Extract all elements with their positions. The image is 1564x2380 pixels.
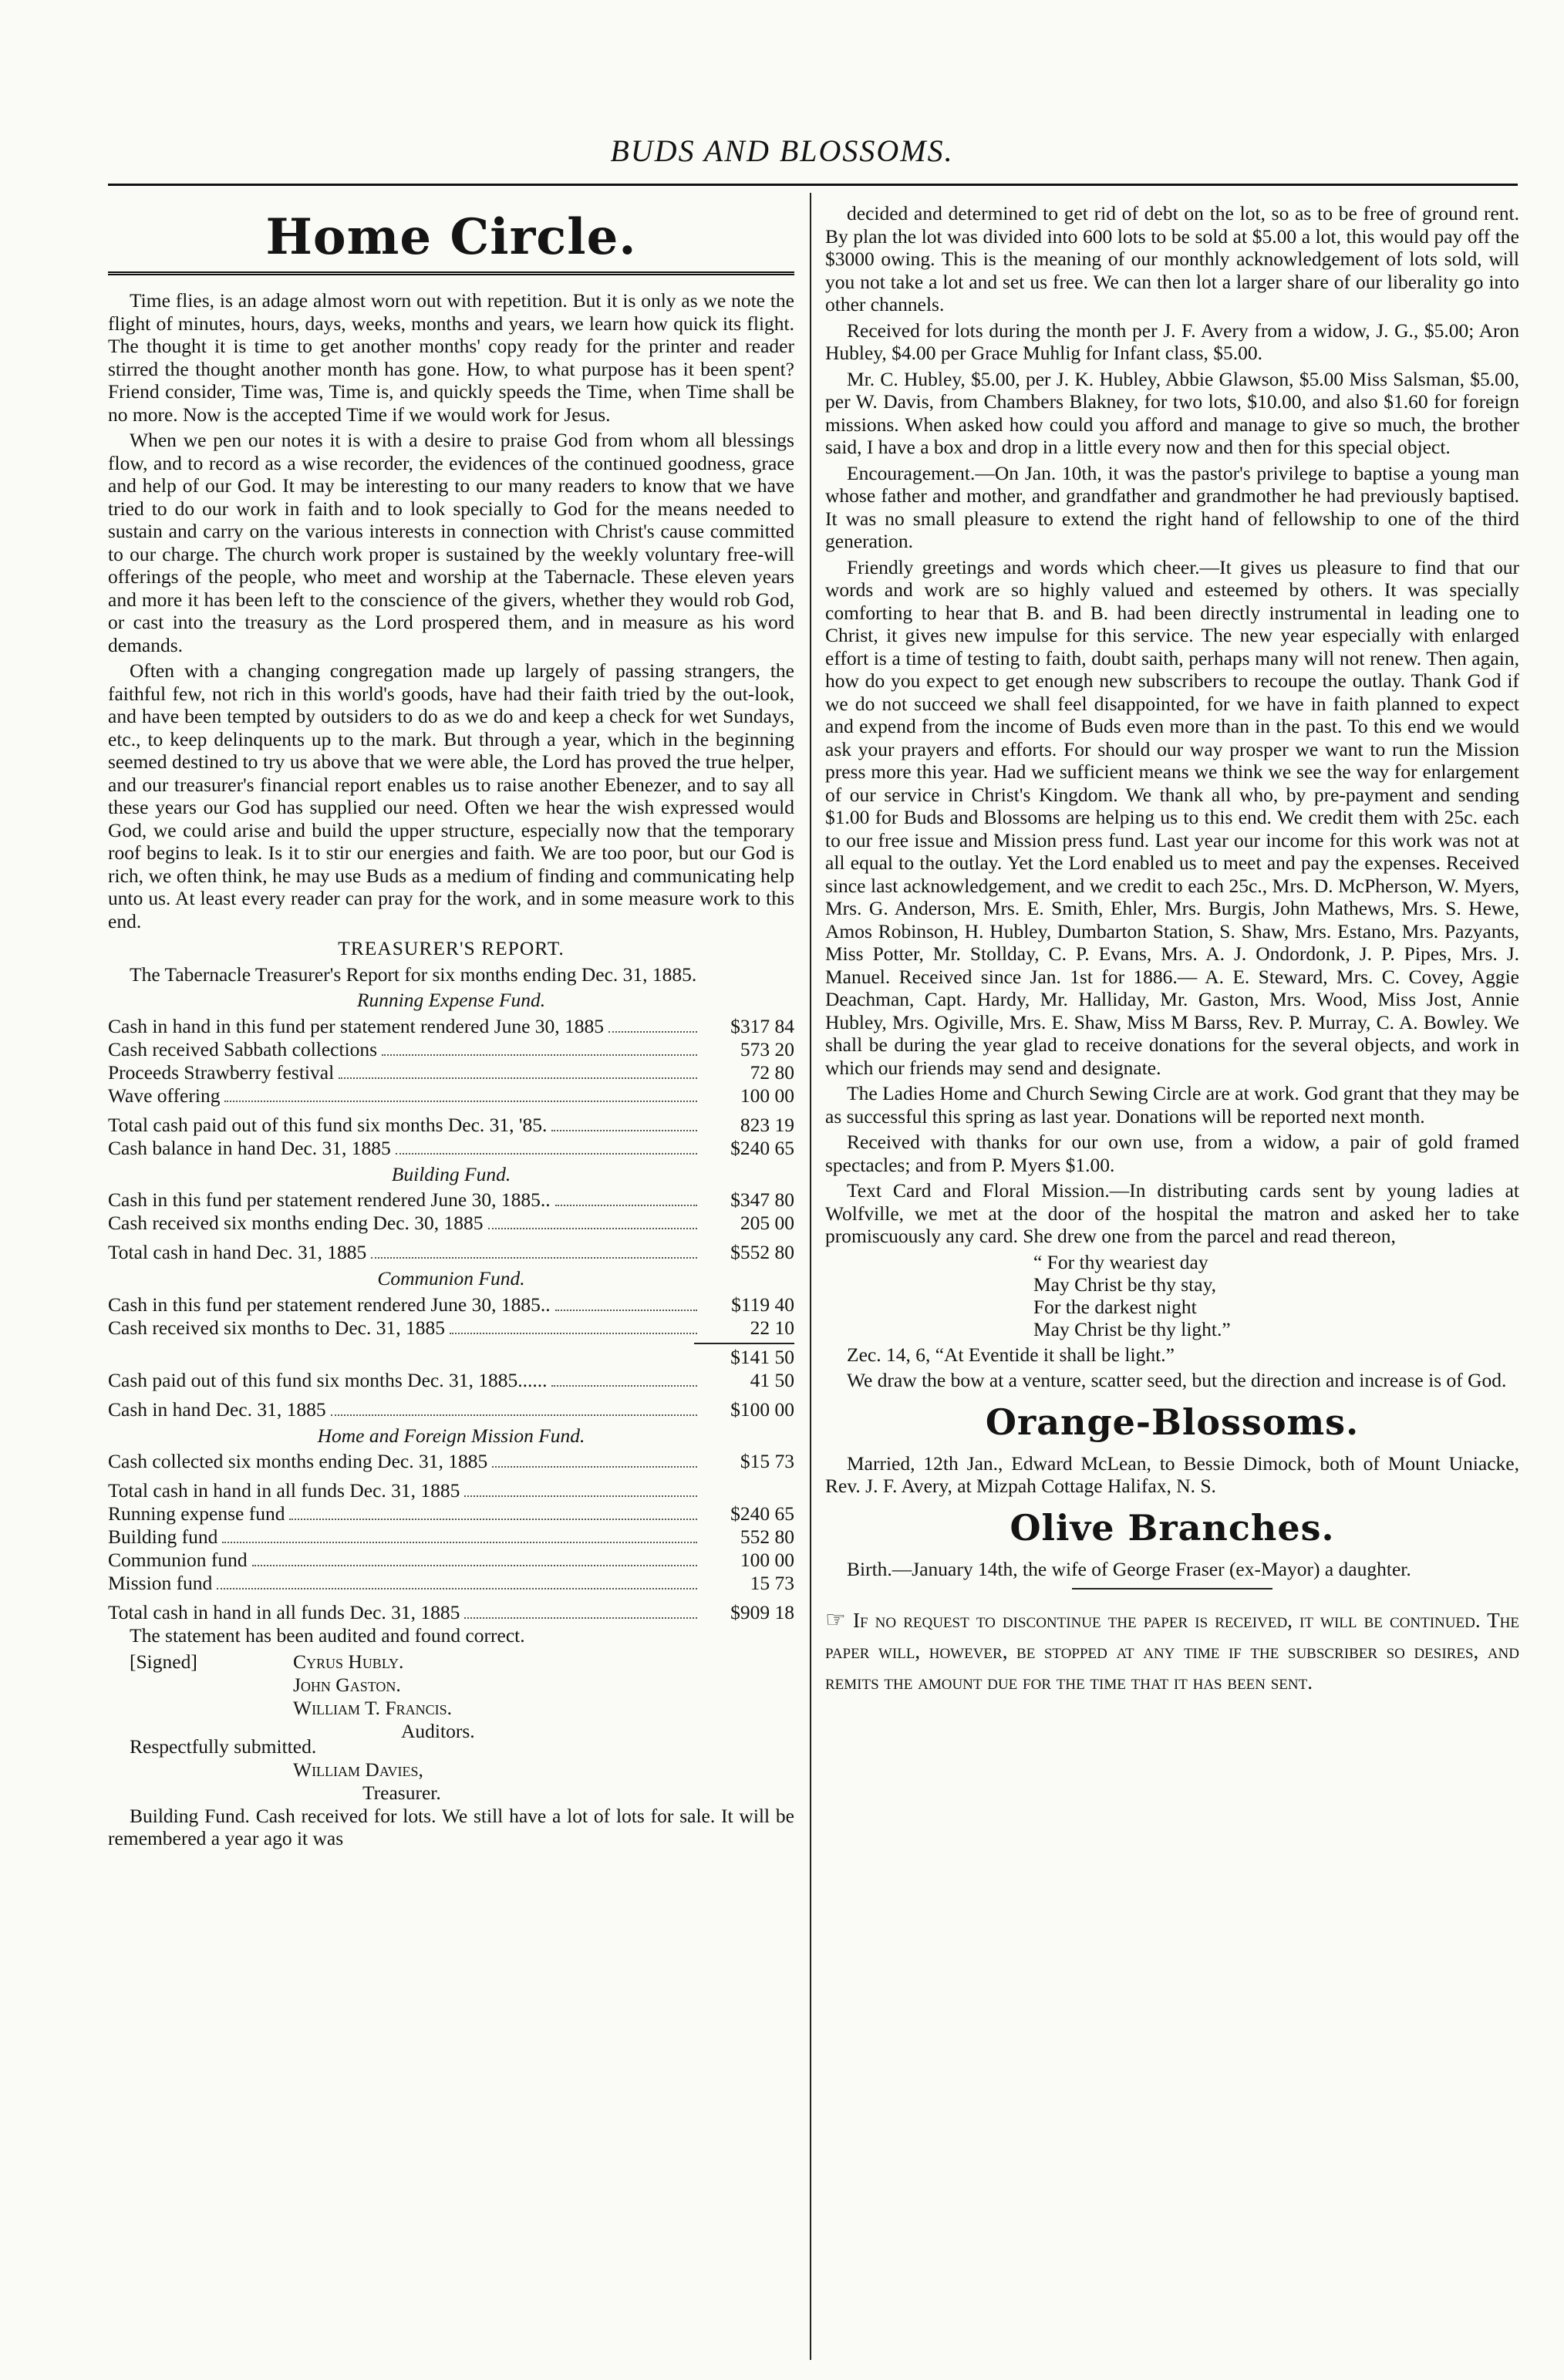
building-fund-paragraph: Building Fund. Cash received for lots. We still have a lot of lots for sale. It will be remembered a year ago it was — [108, 1804, 794, 1849]
orange-blossoms-title: Orange-Blossoms. — [985, 1401, 1360, 1443]
communion-fund-title: Communion Fund. — [377, 1267, 525, 1289]
audited-note: The statement has been audited and found correct. — [130, 1624, 525, 1647]
ledger-row — [108, 1572, 794, 1595]
ledger-amount: 41 50 — [750, 1368, 794, 1391]
ledger-row — [108, 1212, 794, 1235]
paragraph: Time flies, is an adage almost worn out with repetition. But it is only as we note the flight of minutes, hours, days, weeks, months and years, we learn how quick its flight. The thought it is time to get another months' copy ready for the printer and reader stirred the thought another month has gone. How, to what purpose has it been spent? Friend consider, Time was, Time is, and quickly speeds the Time, when Time shall be no more. Now is the accepted Time if we would work for Jesus. — [108, 289, 794, 426]
auditors-label: Auditors. — [401, 1720, 475, 1742]
ledger-amount: $240 65 — [730, 1136, 794, 1159]
ledger-row — [108, 1549, 794, 1572]
header-rule — [108, 184, 1518, 186]
ledger-row — [108, 1346, 794, 1369]
ledger-row — [108, 1369, 794, 1392]
ledger-row — [108, 1188, 794, 1212]
ledger-label: Building fund — [108, 1525, 218, 1548]
ledger-label: Communion fund — [108, 1549, 248, 1571]
ledger-label: Cash in this fund per statement rendered June 30, 1885.. — [108, 1293, 551, 1316]
ledger-label: Total cash paid out of this fund six months Dec. 31, '85. — [108, 1113, 548, 1136]
poem-line: For the darkest night — [1033, 1295, 1197, 1318]
poem-line: May Christ be thy stay, — [1033, 1273, 1217, 1296]
column-divider — [810, 193, 811, 2360]
ledger-label: Total cash in hand in all funds Dec. 31, 1885 — [108, 1479, 460, 1502]
treasurer-label: Treasurer. — [362, 1781, 441, 1804]
ledger-label: Cash received Sabbath collections — [108, 1037, 378, 1060]
birth-notice: Birth.—January 14th, the wife of George Fraser (ex-Mayor) a daughter. — [847, 1557, 1411, 1580]
pointing-hand-icon: ☞ — [825, 1607, 846, 1633]
ledger-row — [108, 1038, 794, 1061]
poem-line: “ For thy weariest day — [1033, 1250, 1208, 1273]
ledger-label: Cash in this fund per statement rendered June 30, 1885.. — [108, 1188, 551, 1211]
ledger-row — [108, 1241, 794, 1264]
ledger-amount: 22 10 — [750, 1316, 794, 1339]
ledger-label: Cash balance in hand Dec. 31, 1885 — [108, 1136, 391, 1159]
treasurer-name: William Davies, — [293, 1758, 423, 1781]
notice-text: If no request to discontinue the paper is received, it will be continued. The paper will, however, be stopped at any time if the subscriber so desires, and remits the amount due for the time that it has been sent. — [825, 1609, 1520, 1694]
ledger-amount: $552 80 — [730, 1241, 794, 1263]
married-notice: Married, 12th Jan., Edward McLean, to Bessie Dimock, both of Mount Uniacke, Rev. J. F. Avery, at Mizpah Cottage Halifax, N. S. — [825, 1451, 1519, 1497]
respectfully-submitted: Respectfully submitted. — [130, 1735, 317, 1758]
running-head: BUDS AND BLOSSOMS. — [610, 133, 954, 168]
ledger-label: Cash paid out of this fund six months Dec. 31, 1885...... — [108, 1368, 548, 1391]
ledger-row — [108, 1450, 794, 1473]
ledger-amount: $15 73 — [740, 1450, 794, 1472]
paragraph: Mr. C. Hubley, $5.00, per J. K. Hubley, Abbie Glawson, $5.00 Miss Salsman, $5.00, per W. Davis, from Chambers Blakney, for two lots, $10.00, and also $1.60 for foreign missions. When asked how could you afford and manage to give so much, the brother said, I have a box and drop in a little every now and then for this special object. — [825, 367, 1519, 458]
ledger-amount: 15 73 — [750, 1572, 794, 1594]
ledger-amount: $317 84 — [730, 1014, 794, 1037]
ledger-amount: $347 80 — [730, 1188, 794, 1211]
mission-fund-title: Home and Foreign Mission Fund. — [317, 1424, 585, 1447]
ledger-row — [108, 1137, 794, 1160]
home-circle-title: Home Circle. — [265, 208, 637, 266]
ledger-row — [108, 1601, 794, 1624]
poem-line: May Christ be thy light.” — [1033, 1317, 1231, 1340]
paragraph: The Ladies Home and Church Sewing Circle are at work. God grant that they may be as successful this spring as last year. Donations will be reported next month. — [825, 1082, 1519, 1128]
ledger-amount: $119 40 — [731, 1293, 794, 1316]
ledger-row — [108, 1015, 794, 1038]
ledger-label: Cash received six months to Dec. 31, 1885 — [108, 1316, 445, 1339]
right-column — [825, 202, 1519, 1697]
auditor-name: William T. Francis. — [293, 1697, 452, 1719]
paragraph: decided and determined to get rid of debt on the lot, so as to be free of ground rent. By plan the lot was divided into 600 lots to be sold at $5.00 a lot, this would pay off the $3000 owing. This is the meaning of our monthly acknowledgement of lots sold, will you not take a lot and set us free. We can then lot a larger share of our liberality go into other channels. — [825, 202, 1519, 315]
ledger-label: Running expense fund — [108, 1502, 285, 1525]
ledger-row — [108, 1316, 794, 1340]
ledger-amount: 100 00 — [740, 1549, 794, 1571]
ledger-amount: $909 18 — [730, 1601, 794, 1623]
ledger-amount: $240 65 — [730, 1502, 794, 1525]
divider-rule — [1072, 1588, 1272, 1589]
running-fund-title: Running Expense Fund. — [356, 989, 546, 1011]
ledger-label: Wave offering — [108, 1084, 221, 1107]
ledger-amount: 552 80 — [740, 1525, 794, 1548]
ledger-label: Total cash in hand Dec. 31, 1885 — [108, 1241, 367, 1263]
paragraph: Text Card and Floral Mission.—In distributing cards sent by young ladies at Wolfville, we met at the door of the hospital the matron and asked her to take promiscuously any card. She drew one from the parcel and read thereon, — [825, 1179, 1519, 1247]
subscription-notice — [825, 1605, 1519, 1697]
ledger-row — [108, 1525, 794, 1549]
ledger-amount: 72 80 — [750, 1060, 794, 1084]
building-fund-title: Building Fund. — [391, 1162, 511, 1185]
paragraph: Often with a changing congregation made up largely of passing strangers, the faithful few, not rich in this world's goods, have had their faith tried by the out-look, and have been tempted by outsiders to do as we do and keep a check for wet Sundays, etc., to keep delinquents up to the mark. But through a year, which in the beginning seemed destined to try us above that we were able, the Lord has proved the true helper, and our treasurer's financial report enables us to raise another Ebenezer, and to say all these years our God has supplied our need. Often we hear the wish expressed would God, we could arise and build the upper structure, especially now that the temporary roof begins to leak. Is it to stir our energies and faith. We are too poor, but our God is rich, we often think, he may use Buds as a medium of finding and communicating help unto us. At least every reader can pray for the work, and in some measure work to this end. — [108, 659, 794, 932]
sum-rule — [694, 1343, 794, 1344]
paragraph: When we pen our notes it is with a desire to praise God from whom all blessings flow, and to record as a wise recorder, the evidences of the continued goodness, grace and help of our God. It may be interesting to our many readers to know that we have tried to do our work in faith and to look specially to God for the means needed to sustain and carry on the various interests in connection with Christ's cause committed to our charge. The church work proper is sustained by the weekly voluntary free-will offerings of the people, who meet and worship at the Tabernacle. These eleven years and more it has been left to the conscience of the givers, whether they would rob God, or cast into the treasury as the Lord prospered them, and in measure as his word demands. — [108, 429, 794, 656]
ledger-label: Proceeds Strawberry festival — [108, 1060, 335, 1084]
ledger-label: Cash in hand Dec. 31, 1885 — [108, 1397, 326, 1421]
ledger-label: Cash in hand in this fund per statement rendered June 30, 1885 — [108, 1014, 605, 1037]
ledger-label: Total cash in hand in all funds Dec. 31, 1885 — [108, 1601, 460, 1623]
ledger-label: Cash received six months ending Dec. 30, 1885 — [108, 1212, 484, 1234]
ledger-row — [108, 1502, 794, 1525]
ledger-row — [108, 1114, 794, 1137]
ledger-amount: 823 19 — [740, 1113, 794, 1136]
report-intro: The Tabernacle Treasurer's Report for six months ending Dec. 31, 1885. — [130, 962, 697, 986]
paragraph: Received for lots during the month per J. F. Avery from a widow, J. G., $5.00; Aron Hubley, $4.00 per Grace Muhlig for Infant class, $5.00. — [825, 319, 1519, 364]
left-column — [108, 202, 794, 1853]
olive-branches-title: Olive Branches. — [1010, 1506, 1335, 1549]
ledger-amount: 205 00 — [740, 1212, 794, 1234]
auditor-name: Cyrus Hubly. — [293, 1650, 404, 1673]
treasurer-report-title: TREASURER'S REPORT. — [338, 937, 565, 959]
paragraph: Friendly greetings and words which cheer.—It gives us pleasure to find that our words and work are so highly valued and esteemed by others. It was specially comforting to hear that B. and B. had been directly instrumental in leading one to Christ, it gives new impulse for this service. The new year especially with enlarged effort is a time of testing to faith, doubt saith, perhaps many will not renew. Then again, how do you expect to get enough new subscribers to recoupe the outlay. Thank God if we do not succeed we shall feel disappointed, for we have in faith planned to expect and expend from the income of Buds even more than in the past. To this end we would ask your prayers and efforts. For should our way prosper we want to run the Mission press more this year. Had we sufficient means we think we see the way for enlargement of our service in Christ's Kingdom. We thank all who, by pre-payment and sending $1.00 for Buds and Blossoms are helping us to this end. We credit them with 25c. each to our free issue and Mission press fund. Last year our income for this work was not at all equal to the outlay. Yet the Lord enabled us to meet and pay the expenses. Received since last acknowledgement, and we credit to each 25c., Mrs. D. McPherson, W. Myers, Mrs. G. Anderson, Mrs. E. Smith, Ehler, Mrs. Burgis, John Mathews, Mrs. S. Hewe, Amos Robinson, H. Hubley, Dumbarton Station, S. Shaw, Mrs. Estano, Mrs. Pazyants, Miss Potter, Mr. Stollday, C. P. Evans, Mrs. A. J. Ondordonk, J. P. Pipes, Mrs. J. Manuel. Received since Jan. 1st for 1886.— A. E. Steward, Mrs. C. Covey, Aggie Deachman, Capt. Hardy, Mr. Halliday, Mr. Gaston, Mrs. Wood, Miss Jost, Annie Hubley, Mrs. Ogiville, Mrs. E. Shaw, Miss M Barss, Rev. P. Murray, C. A. Bowley. We shall be during the year glad to receive donations for the several objects, and work in which our friends may send and designate. — [825, 555, 1519, 1079]
paragraph: Received with thanks for our own use, from a widow, a pair of gold framed spectacles; and from P. Myers $1.00. — [825, 1131, 1519, 1176]
auditor-name: John Gaston. — [293, 1674, 401, 1696]
ledger-amount: $141 50 — [730, 1345, 794, 1368]
ledger-amount: 573 20 — [740, 1037, 794, 1060]
ledger-row — [108, 1061, 794, 1084]
ledger-label: Cash collected six months ending Dec. 31, 1885 — [108, 1450, 488, 1472]
scripture: Zec. 14, 6, “At Eventide it shall be light.” — [847, 1343, 1175, 1366]
ledger-row — [108, 1293, 794, 1316]
ledger-amount: $100 00 — [730, 1397, 794, 1421]
signed-label: [Signed] — [130, 1650, 197, 1673]
ledger-label: Mission fund — [108, 1572, 213, 1594]
ledger-row — [108, 1479, 794, 1502]
paragraph: We draw the bow at a venture, scatter seed, but the direction and increase is of God. — [847, 1369, 1507, 1391]
paragraph: Encouragement.—On Jan. 10th, it was the pastor's privilege to baptise a young man whose father and mother, and grandfather and grandmother he had previously baptised. It was no small pleasure to extend the right hand of fellowship to one of the third generation. — [825, 461, 1519, 552]
ledger-row — [108, 1084, 794, 1107]
title-rule — [108, 271, 794, 275]
ledger-amount: 100 00 — [740, 1084, 794, 1107]
ledger-row — [108, 1398, 794, 1421]
